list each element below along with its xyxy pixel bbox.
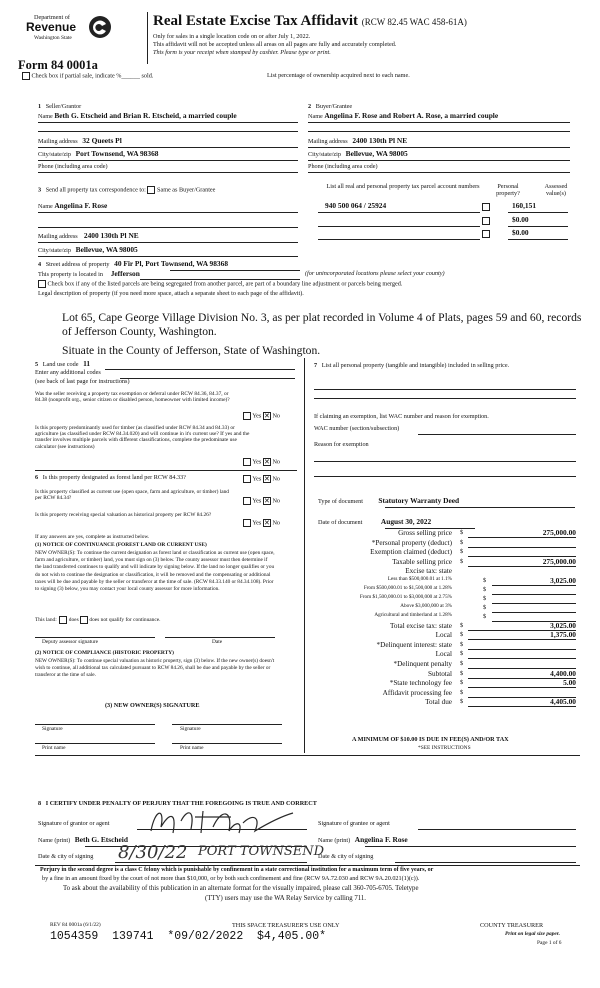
tax-row-label: *Personal property (deduct) — [371, 538, 452, 547]
see-instructions: *SEE INSTRUCTIONS — [418, 745, 471, 751]
grantee-date-label: Date & city of signing — [318, 853, 374, 860]
deputy-sig-label: Deputy assessor signature — [42, 639, 98, 645]
legal-description: Lot 65, Cape George Village Division No. 3, as per plat recorded in Volume 4 of Plats, pages 59 and 60, records of Jefferson County, Washington. — [62, 311, 582, 338]
forest-q2: Is this property classified as current use (open space, farm and agriculture, or timber) land per RCW 84.34? — [35, 489, 229, 502]
grantee-name-row: Name (print) Angelina F. Rose — [318, 835, 408, 844]
tax-row-label: Taxable selling price — [392, 557, 452, 566]
parcels-col3: Assessed value(s) — [544, 183, 568, 198]
corr-mailing: 2400 130th Pl NE — [83, 231, 139, 240]
personal-property-checkbox[interactable] — [482, 217, 490, 225]
buyer-city: Bellevue, WA 98005 — [345, 149, 408, 158]
form-title-text: Real Estate Excise Tax Affidavit — [153, 13, 358, 29]
seller-city-row: City/state/zip Port Townsend, WA 98368 — [38, 149, 159, 158]
ownership-note: List percentage of ownership acquired next to each name. — [267, 72, 410, 79]
buyer-name-row: Name Angelina F. Rose and Robert A. Rose, a married couple — [308, 111, 499, 120]
property-street: 40 Fir Pl, Port Townsend, WA 98368 — [114, 259, 229, 268]
corr-city: Bellevue, WA 98005 — [75, 245, 138, 254]
parcels-col2: Personal property? — [496, 183, 520, 198]
notice2-title: (2) NOTICE OF COMPLIANCE (HISTORIC PROPERTY) — [35, 650, 174, 656]
tax-row-label: Exemption claimed (deduct) — [370, 548, 452, 557]
treasurer-only: THIS SPACE TREASURER'S USE ONLY — [232, 922, 340, 929]
buyer-city-row: City/state/zip Bellevue, WA 98005 — [308, 149, 408, 158]
grantee-print-name: Angelina F. Rose — [354, 835, 408, 844]
dor-logo — [24, 12, 124, 56]
tax-row-currency: $ — [460, 557, 464, 565]
property-county: Jefferson — [110, 269, 140, 278]
buyer-mailing: 2400 130th Pl NE — [352, 136, 408, 145]
tax-row-currency: $ — [460, 659, 464, 667]
additional-codes: Enter any additional codes — [35, 369, 101, 376]
q2-answer: Yes ✕ No — [243, 458, 280, 466]
notice1-title: (1) NOTICE OF CONTINUANCE (FOREST LAND OR CURRENT USE) — [35, 542, 207, 548]
tax-row-currency: $ — [460, 640, 464, 648]
situate-line: Situate in the County of Jefferson, State of Washington. — [62, 344, 321, 357]
tax-row-value: 275,000.00 — [542, 528, 576, 537]
f2-no-checkbox[interactable] — [263, 497, 271, 505]
grantor-sig-label: Signature of grantor or agent — [38, 820, 110, 827]
doc-type: Statutory Warranty Deed — [378, 496, 460, 505]
doc-type-row: Type of document Statutory Warranty Deed — [318, 496, 460, 505]
form-number: Form 84 0001a — [18, 58, 98, 72]
rev-number: REV 84 0001a (6/1/22) — [50, 922, 101, 928]
agency-line3: Washington State — [34, 35, 72, 41]
correspondence-row: 3 Send all property tax correspondence to: Same as Buyer/Grantee — [38, 186, 216, 194]
tax-row-label: Local — [435, 631, 452, 640]
tax-row-currency: $ — [460, 529, 464, 536]
f1-no-checkbox[interactable] — [263, 475, 271, 483]
tax-row-value: 3,025.00 — [550, 620, 576, 630]
tax-row-label: Total due — [425, 698, 452, 707]
q1-yes-checkbox[interactable] — [243, 412, 251, 420]
seller-name: Beth G. Etscheid and Brian R. Etscheid, a married couple — [54, 111, 237, 120]
located-row: This property is located in Jefferson — [38, 269, 140, 278]
f1-yes-checkbox[interactable] — [243, 475, 251, 483]
form-title-ref: (RCW 82.45 WAC 458-61A) — [361, 17, 467, 27]
owner-print-label2: Print name — [180, 745, 204, 751]
tax-row-label: Above $3,000,000 at 3% — [400, 602, 452, 609]
form-title — [153, 13, 467, 30]
this-land-row: This land: does does not qualify for continuance. — [35, 617, 161, 624]
tax-row-value: 5.00 — [563, 678, 576, 688]
does-not-checkbox[interactable] — [80, 616, 88, 624]
buyer-name: Angelina F. Rose and Robert A. Rose, a married couple — [324, 111, 499, 120]
see-back: (see back of last page for instructions) — [35, 378, 130, 385]
tax-row-label: *Delinquent penalty — [393, 659, 452, 668]
grantor-sign-date: 8/30/22 — [118, 842, 188, 863]
perjury-line2: by a fine in an amount fixed by the court of not more than $10,000, or by both such confinement and fine (RCW 9A.72.030 and RCW 9A.20.021(1)(c)). — [42, 875, 420, 882]
tax-row-label: Subtotal — [428, 669, 452, 678]
does-checkbox[interactable] — [59, 616, 67, 624]
partial-sale-checkbox[interactable] — [22, 72, 30, 80]
doc-date: August 30, 2022 — [380, 517, 432, 526]
seller-mailing: 32 Queets Pl — [82, 136, 122, 145]
grantor-signature — [143, 803, 313, 839]
tax-row-value: 1,375.00 — [550, 630, 576, 640]
tax-row-label: Agricultural and timberland at 1.28% — [374, 611, 452, 618]
corr-name: Angelina F. Rose — [54, 201, 108, 210]
tax-row-currency: $ — [460, 669, 464, 677]
buyer-mailing-row: Mailing address 2400 130th Pl NE — [308, 136, 408, 145]
page-number: Page 1 of 6 — [537, 940, 562, 946]
grantor-print-name: Beth G. Etscheid — [74, 835, 128, 844]
seller-mailing-row: Mailing address 32 Queets Pl — [38, 136, 122, 145]
f3-yes-checkbox[interactable] — [243, 519, 251, 527]
land-use-code: 11 — [83, 359, 91, 368]
tax-row-currency: $ — [483, 612, 487, 620]
certify-row: 8 I CERTIFY UNDER PENALTY OF PERJURY THAT THE FOREGOING IS TRUE AND CORRECT — [38, 800, 317, 807]
partial-sale — [22, 72, 153, 80]
tax-row-currency: $ — [460, 631, 464, 639]
forest-if-yes: If any answers are yes, complete as instructed below. — [35, 534, 150, 540]
tax-row-label: From $1,500,000.01 to $3,000,000 at 2.75% — [359, 593, 452, 600]
f1-answer: Yes ✕ No — [243, 475, 280, 483]
segregated-row: Check box if any of the listed parcels are being segregated from another parcel, are part of a boundary line adjustment or parcels being merged. — [38, 280, 402, 288]
forest-q3: Is this property receiving special valuation as historical property per RCW 84.26? — [35, 512, 212, 518]
seller-heading: 1 Seller/Grantor — [38, 103, 82, 110]
corr-name-row: Name Angelina F. Rose — [38, 201, 108, 210]
corr-city-row: City/state/zip Bellevue, WA 98005 — [38, 245, 138, 254]
dor-emblem-icon — [86, 14, 118, 40]
tax-row-value: 4,400.00 — [550, 668, 576, 678]
exemption-label: If claiming an exemption, list WAC number and reason for exemption. — [314, 413, 489, 420]
parcels-col1: List all real and personal property tax parcel account numbers — [326, 183, 480, 190]
minimum-notice: A MINIMUM OF $10.00 IS DUE IN FEE(S) AND/OR TAX — [352, 736, 509, 743]
owner-signature-label1: Signature — [42, 726, 63, 732]
land-use-row: 5 Land use code 11 — [35, 359, 91, 368]
owner-signature-label2: Signature — [180, 726, 201, 732]
forest-q1: 6 Is this property designated as forest land per RCW 84.33? — [35, 474, 186, 481]
buyer-heading: 2 Buyer/Grantee — [308, 103, 353, 110]
perjury-line1: Perjury in the second degree is a class C felony which is punishable by confinement in a state correctional institution for a maximum term of five years, or — [40, 867, 434, 873]
tax-row-currency: $ — [460, 679, 464, 687]
grantor-name-row: Name (print) Beth G. Etscheid — [38, 835, 128, 844]
assessed-value: $0.00 — [512, 228, 529, 237]
wac-label: WAC number (section/subsection) — [314, 425, 400, 432]
q1-answer: Yes ✕ No — [243, 412, 280, 420]
notice2-text: NEW OWNER(S): To continue special valuation as historic property, sign (3) below. If the new owner(s) doesn't wish to continue, all additional tax calculated pursuant to RCW 84.26, shall be due and payable by the seller or transferor at the time of sale. — [35, 658, 275, 679]
tax-row-value: 275,000.00 — [542, 556, 576, 566]
tax-row-value: 4,405.00 — [550, 697, 576, 707]
same-as-buyer-checkbox[interactable] — [147, 186, 155, 194]
treasurer-stamp: 1054359 139741 *09/02/2022 $4,405.00* — [50, 930, 327, 943]
personal-property-checkbox[interactable] — [482, 203, 490, 211]
tax-row-currency: $ — [460, 621, 464, 629]
header-note2: This affidavit will not be accepted unless all areas on all pages are fully and accurately completed. — [153, 41, 397, 48]
corr-mailing-row: Mailing address 2400 130th Pl NE — [38, 231, 139, 240]
personal-property-label: 7 List all personal property (tangible and intangible) included in selling price. — [314, 362, 510, 369]
tax-row-label: *State technology fee — [389, 679, 452, 688]
tax-row-currency: $ — [483, 585, 487, 593]
alt-format: To ask about the availability of this publication in an alternate format for the visually impaired, please call 360-705-6705. Teletype — [63, 885, 419, 892]
tax-row-currency: $ — [460, 548, 464, 556]
land-use-q2: Is this property predominantly used for timber (as classified under RCW 84.34 and 84.33) or agriculture (as classified under RCW 84.34.020) and will continue in it's current use? If yes and the transfer involves multiple parcels with different classifications, complete the predominate use calculator (see instructions) — [35, 425, 250, 450]
f3-answer: Yes ✕ No — [243, 519, 280, 527]
f2-yes-checkbox[interactable] — [243, 497, 251, 505]
tax-row-currency: $ — [483, 577, 487, 584]
assessed-value: $0.00 — [512, 215, 529, 224]
legal-paper-note: Print on legal size paper. — [505, 931, 560, 937]
agency-line2: Revenue — [26, 20, 77, 34]
grantor-date-label: Date & city of signing — [38, 853, 94, 860]
partial-sale-label: Check box if partial sale, indicate %______ sold. — [31, 72, 154, 80]
f2-answer: Yes ✕ No — [243, 497, 280, 505]
tax-row-label: Gross selling price — [398, 529, 452, 537]
segregated-checkbox[interactable] — [38, 280, 46, 288]
deputy-date-label: Date — [212, 639, 223, 645]
notice1-text: NEW OWNER(S): To continue the current designation as forest land or classification as current use (open space, farm and agriculture, or timber) land, you must sign on (3) below. The county assessor must then determine if the land transferred continues to qualify and will indicate by signing below. If the land no longer qualifies or you do not wish to continue the designation or classification, it will be removed and the compensating or additional taxes will be due and payable by the seller or transferor at the time of sale. (RCW 84.33.140 or 84.34.108). Prior to signing (3) below, you may contact your local county assessor for more information. — [35, 550, 275, 593]
agency-line1: Department of — [34, 14, 70, 21]
owner-print-label1: Print name — [42, 745, 66, 751]
buyer-phone-label: Phone (including area code) — [308, 163, 378, 170]
land-use-q1: Was the seller receiving a property tax exemption or deferral under RCW 84.36, 84.37, or 84.38 (nonprofit org., senior citizen or disabled person, homeowner with limited income)? — [35, 391, 230, 404]
tax-row-currency: $ — [483, 603, 487, 611]
legal-label: Legal description of property (if you need more space, attach a separate sheet to each page of the affidavit). — [38, 290, 304, 297]
located-note: (for unincorporated locations please select your county) — [305, 270, 445, 277]
tax-row-label: From $500,000.01 to $1,500,000 at 1.28% — [363, 584, 452, 591]
q2-no-checkbox[interactable] — [263, 458, 271, 466]
q2-yes-checkbox[interactable] — [243, 458, 251, 466]
tax-row-value: 3,025.00 — [550, 576, 576, 585]
new-owner-sig-title: (3) NEW OWNER(S) SIGNATURE — [105, 702, 200, 709]
q1-no-checkbox[interactable] — [263, 412, 271, 420]
tax-row-label: Excise tax: state — [405, 567, 452, 576]
tax-row-label: Affidavit processing fee — [382, 688, 452, 697]
tax-row-label: *Delinquent interest: state — [376, 640, 452, 649]
tax-row-currency: $ — [460, 688, 464, 696]
seller-phone-label: Phone (including area code) — [38, 163, 108, 170]
grantor-sign-city: PORT TOWNSEND — [198, 844, 325, 859]
tax-row-currency: $ — [483, 594, 487, 602]
assessed-value: 160,151 — [512, 201, 537, 210]
f3-no-checkbox[interactable] — [263, 519, 271, 527]
reason-label: Reason for exemption — [314, 441, 369, 448]
seller-name-row: Name Beth G. Etscheid and Brian R. Etscheid, a married couple — [38, 111, 237, 120]
tax-row-currency: $ — [460, 650, 464, 658]
parcel-account: 940 500 064 / 25924 — [325, 201, 387, 210]
header-note3: This form is your receipt when stamped by cashier. Please type or print. — [153, 49, 331, 56]
tax-row-currency: $ — [460, 538, 464, 546]
county-treasurer: COUNTY TREASURER — [480, 922, 544, 929]
doc-date-row: Date of document August 30, 2022 — [318, 517, 432, 526]
seller-city: Port Townsend, WA 98368 — [75, 149, 159, 158]
street-row: 4 Street address of property 40 Fir Pl, Port Townsend, WA 98368 — [38, 259, 229, 268]
grantee-sig-label: Signature of grantee or agent — [318, 820, 390, 827]
tax-row-label: Local — [435, 650, 452, 659]
personal-property-checkbox[interactable] — [482, 230, 490, 238]
header-note1: Only for sales in a single location code on or after July 1, 2022. — [153, 33, 311, 40]
tty-line: (TTY) users may use the WA Relay Service by calling 711. — [205, 895, 367, 902]
tax-row-label: Less than $500,000.01 at 1.1% — [387, 576, 452, 582]
tax-row-currency: $ — [460, 698, 464, 706]
tax-row-label: Total excise tax: state — [390, 621, 452, 630]
